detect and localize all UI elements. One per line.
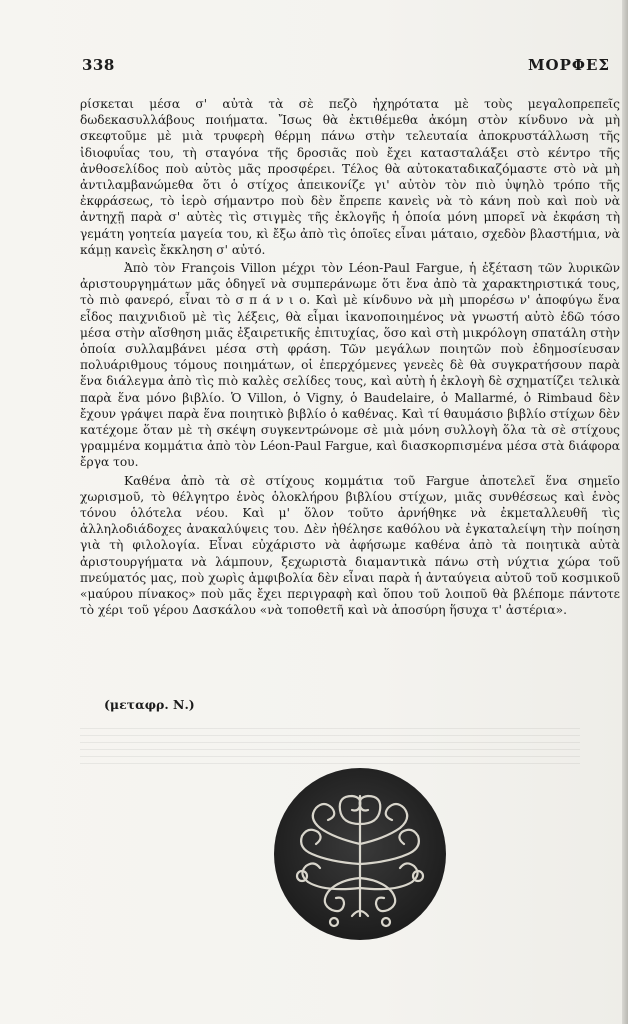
show-through-texture [80,724,580,764]
page-number: 338 [82,56,115,74]
paragraph-1: ρίσκεται μέσα σ' αὐτὰ τὰ σὲ πεζὸ ἠχηρότατα μὲ τοὺς μεγαλοπρεπεῖς δωδεκασυλλάβους ποιήματα. Ἴσως θὰ ἐκτιθέμεθα ἀκόμη στὸν κίνδυνο νὰ μὴ σκεφτοῦμε μὲ μιὰ τρυφερὴ θέρμη πάνω στὴν τελευταία ἀποκρυστάλλωση τῆς ἰδιοφυΐας του, τὴ σταγόνα τῆς δροσιᾶς ποὺ ἔχει κατασταλάξει στὸ κέντρο τῆς ἀνθοσελίδος ποὺ αὐτὸς μᾶς προσφέρει. Τέλος θὰ αὐτοκαταδικαζόμαστε στὸ νὰ μὴ ἀντιλαμβανώμεθα ὅτι ὁ στίχος ἀπεικονίζε γι' αὐτὸν τὸν πιὸ ὑψηλὸ τρόπο τῆς ἐκφράσεως, τὸ ἱερὸ σήμαντρο ποὺ δὲν ἔπρεπε κανεὶς νὰ τὸ κάνη ποὺ καὶ ποὺ νὰ ἀντηχῇ παρὰ σ' αὐτὲς τὶς στιγμὲς τῆς ἐκλογῆς ἡ ὁποία μόνη μπορεῖ νὰ ἐκφάση τὴ γεμάτη γοητεία μαγεία του, κὶ ἔξω ἀπὸ τὶς ὁποῖες εἶναι μάταιο, σχεδὸν βλαστήμια, νὰ κάμῃ κανεὶς ἔκκληση σ' αὐτό. [80,97,620,257]
running-title: ΜΟΡΦΕΣ [527,56,610,74]
paragraph-3: Καθένα ἀπὸ τὰ σὲ στίχους κομμάτια τοῦ Fargue ἀποτελεῖ ἕνα σημεῖο χωρισμοῦ, τὸ θέλγητρο ἑνὸς ὁλοκλήρου βιβλίου στίχων, μιᾶς συνθέσεως καὶ ἑνὸς τόνου ὁλότελα νέου. Καὶ μ' ὅλον τοῦτο ἀρνήθηκε νὰ ἐκμεταλλευθῆ τὶς ἀλληλοδιάδοχες ἀνακαλύψεις του. Δὲν ἠθέλησε καθόλου νὰ ἐγκαταλείψη τὴν ποίηση γιὰ τὴ φιλολογία. Εἶναι εὐχάριστο νὰ ἀφήσωμε καθένα ἀπὸ τὰ ποιητικὰ αὐτὰ ἀριστουργήματα νὰ λάμπουν, ξεχωριστὰ διαμαντικὰ πάνω στὴ νύχτια χώρα τοῦ πνεύματός μας, ποὺ χωρὶς ἀμφιβολία δὲν εἶναι παρὰ ἡ ἀνταύγεια αὐτοῦ τοῦ κοσμικοῦ «μαύρου πίνακος» ποὺ μᾶς ἔχει περιγραφὴ καὶ ὅπου τοῦ λοιποῦ θὰ βλέπομε πάντοτε τὸ χέρι τοῦ γέρου Δασκάλου «νὰ τοποθετῆ καὶ νὰ ἀποσύρη ἥσυχα τ' ἀστέρια». [80,473,620,618]
page-header [82,56,622,76]
article-body [80,96,620,619]
page-edge-shadow [622,0,628,1024]
translator-note: (μεταφρ. Ν.) [104,697,195,712]
paragraph-2: Ἀπὸ τὸν François Villon μέχρι τὸν Léon-Paul Fargue, ἡ ἐξέταση τῶν λυρικῶν ἀριστουργημάτων μᾶς ὁδηγεῖ νὰ συμπεράνωμε ὅτι ἕνα ἀπὸ τὰ χαρακτηριστικά τους, τὸ πιὸ φανερό, εἶναι τὸ σ π ά ν ι ο. Καὶ μὲ κίνδυνο νὰ μὴ μπορέσω ν' ἀποφύγω ἕνα εἶδος παιχνιδιοῦ μὲ τὶς λέξεις, θὰ εἶμαι ἱκανοποιημένος νὰ γνωστή αὐτὸ ἐδῶ τόσο μέσα στὴν αἴσθηση μιᾶς ἐξαιρετικῆς ἐπιτυχίας, ὅσο καὶ στὴ μικρόλογη σπατάλη στὴν ὁποία συλλαμβάνει μέσα στὴ φράση. Τῶν μεγάλων ποιητῶν ποὺ ἐδημοσίευσαν πολυάριθμους τόμους ποιημάτων, οἱ ἐπερχόμενες γενεὲς δὲ θὰ συγκρατήσουν παρὰ ἕνα διάλεγμα ἀπὸ τὶς πιὸ καλὲς σελίδες τους, καὶ αὐτὴ ἡ ἐκλογὴ δὲ σχηματίζει τελικὰ παρὰ ἕνα μόνο βιβλίο. Ὁ Villon, ὁ Vigny, ὁ Baudelaire, ὁ Mallarmé, ὁ Rimbaud δὲν ἔχουν γράψει παρὰ ἕνα ποιητικὸ βιβλίο ὁ καθένας. Καὶ τί θαυμάσιο βιβλίο στίχων δὲν κατέχομε ὅταν μὲ τὴ σκέψη συγκεντρώνομε σὲ μιὰ μόνη συλλογὴ ὅλα τὰ σὲ στίχους γραμμένα κομμάτια ἀπὸ τὸν Léon-Paul Fargue, καὶ διασκορπισμένα μέσα στὰ διάφορα ἔργα του. [80,261,620,470]
spiral-ornament-seal-icon [272,766,448,942]
seal-graphic [272,766,448,942]
